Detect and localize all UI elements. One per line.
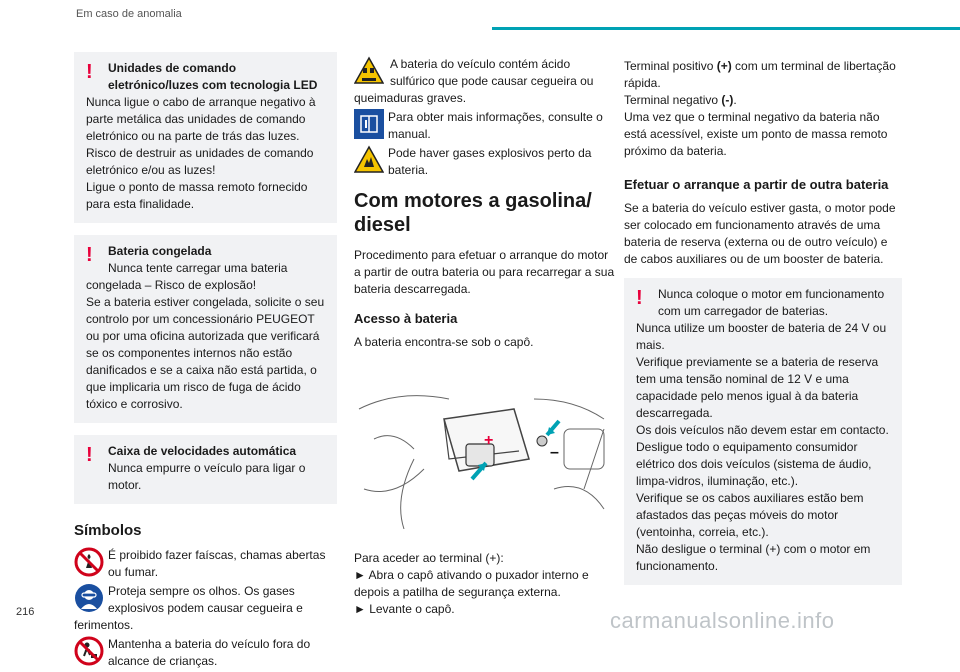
step-item: ► Abra o capô ativando o puxador interno e depois a patilha de segurança externa. xyxy=(354,568,589,599)
warning-exclamation-icon: ! xyxy=(86,244,93,266)
terminal-negative-text xyxy=(624,92,902,109)
jump-start-text: Se a bateria do veículo estiver gasta, o motor pode ser colocado em funcionamento através de uma bateria de reserva (externa ou de outro veículo) e de cabos auxiliares ou de um booster de bateria. xyxy=(624,201,896,266)
terminal-positive-prefix: Terminal positivo xyxy=(624,59,717,73)
warning-title: Unidades de comando eletrónico/luzes com tecnologia LED xyxy=(108,61,318,92)
warning-paragraph: Desligue todo o equipamento consumidor elétrico dos dois veículos (sistema de áudio, limpa-vidros, iluminação, etc.). xyxy=(636,440,872,488)
warning-paragraph: Risco de destruir as unidades de comando eletrónico e/ou as luzes! xyxy=(86,146,314,177)
battery-location-illustration xyxy=(354,369,616,529)
battery-access-text: A bateria encontra-se sob o capô. xyxy=(354,335,534,349)
positive-terminal-label: + xyxy=(484,432,494,449)
warning-paragraph: Nunca utilize um booster de bateria de 24 V ou mais. xyxy=(636,321,887,352)
symbol-item xyxy=(354,145,617,179)
warning-paragraph: Os dois veículos não devem estar em contacto. xyxy=(636,423,889,437)
warning-paragraph: Verifique se os cabos auxiliares estão bem afastados das peças móveis do motor (ventoinha, correia, etc.). xyxy=(636,491,864,539)
warning-first-line: Nunca tente carregar uma bateria xyxy=(108,261,288,275)
symbol-text: Proteja sempre os olhos. Os gases explosivos podem causar cegueira e ferimentos. xyxy=(74,584,303,632)
corrosive-acid-icon xyxy=(354,56,384,86)
terminal-positive-text xyxy=(624,58,902,92)
warning-body xyxy=(636,320,892,575)
terminal-negative-prefix: Terminal negativo xyxy=(624,93,722,107)
warning-title: Caixa de velocidades automática xyxy=(108,444,297,458)
warning-body xyxy=(86,277,327,413)
symbol-item xyxy=(354,56,617,107)
symbol-item xyxy=(354,109,617,143)
warning-body xyxy=(86,94,327,213)
battery-access-heading: Acesso à bateria xyxy=(354,311,458,326)
negative-terminal-label: – xyxy=(550,444,559,461)
symbol-item xyxy=(74,583,337,634)
symbol-item xyxy=(74,547,337,581)
jump-start-heading: Efetuar o arranque a partir de outra bateria xyxy=(624,177,889,192)
explosive-gas-icon xyxy=(354,145,384,175)
warning-first-line: Nunca empurre o veículo para ligar o motor. xyxy=(108,461,306,492)
warning-title: Bateria congelada xyxy=(108,244,212,258)
terminal-positive-symbol: (+) xyxy=(716,59,732,73)
symbol-text: A bateria do veículo contém ácido sulfúrico que pode causar cegueira ou queimaduras graves. xyxy=(354,57,594,105)
symbol-item xyxy=(74,636,337,670)
column-middle xyxy=(354,56,617,618)
warning-paragraph: Ligue o ponto de massa remoto fornecido para esta finalidade. xyxy=(86,180,308,211)
warning-exclamation-icon: ! xyxy=(636,287,643,309)
watermark: carmanualsonline.info xyxy=(610,608,835,633)
steps-intro: Para aceder ao terminal (+): xyxy=(354,551,504,565)
intro-paragraph: Procedimento para efetuar o arranque do motor a partir de outra bateria ou para recarregar a sua bateria descarregada. xyxy=(354,248,615,296)
terminal-negative-symbol: (-) xyxy=(721,93,734,107)
terminal-negative-suffix: . xyxy=(733,93,737,107)
column-right xyxy=(624,58,902,597)
column-left xyxy=(74,52,337,672)
eye-protection-icon xyxy=(74,583,104,613)
section-heading: Com motores a gasolina/ diesel xyxy=(354,190,592,236)
page-number: 216 xyxy=(16,606,35,618)
terminal-positive-suffix: com um terminal de libertação rápida. xyxy=(624,59,896,90)
terminal-note: Uma vez que o terminal negativo da bateria não está acessível, existe um ponto de massa remoto próximo da bateria. xyxy=(624,110,888,158)
warning-paragraph: Se a bateria estiver congelada, solicite o seu controlo por um concessionário PEUGEOT ou por uma oficina autorizada que verificará se os componentes internos não estão danificados e se a caixa não está partida, o que implicaria um risco de fuga de ácido tóxico e corrosivo. xyxy=(86,295,325,411)
symbol-text: Para obter mais informações, consulte o manual. xyxy=(388,110,603,141)
keep-away-children-icon xyxy=(74,636,104,666)
symbol-text: É proibido fazer faíscas, chamas abertas ou fumar. xyxy=(108,548,326,579)
symbol-text: Pode haver gases explosivos perto da bateria. xyxy=(388,146,592,177)
warning-box-frozen-battery xyxy=(74,235,337,423)
warning-box-automatic-gearbox xyxy=(74,435,337,504)
section-title: Em caso de anomalia xyxy=(76,8,182,20)
symbols-heading: Símbolos xyxy=(74,522,142,539)
manual-icon xyxy=(354,109,384,139)
step-item: ► Levante o capô. xyxy=(354,602,455,616)
warning-paragraph: Nunca ligue o cabo de arranque negativo à parte metálica das unidades de comando eletrónico ou na parte de trás das luzes. xyxy=(86,95,316,143)
no-sparks-icon xyxy=(74,547,104,577)
warning-paragraph: Verifique previamente se a bateria de reserva tem uma tensão nominal de 12 V e uma capacidade pelo menos igual à da bateria descarregada. xyxy=(636,355,879,420)
warning-box-led xyxy=(74,52,337,223)
warning-first-line: Nunca coloque o motor em funcionamento com um carregador de baterias. xyxy=(658,287,885,318)
warning-paragraph: Não desligue o terminal (+) com o motor em funcionamento. xyxy=(636,542,871,573)
header-accent-bar xyxy=(492,27,960,30)
warning-exclamation-icon: ! xyxy=(86,444,93,466)
symbol-text: Mantenha a bateria do veículo fora do alcance de crianças. xyxy=(108,637,311,668)
warning-paragraph: congelada – Risco de explosão! xyxy=(86,278,257,292)
warning-exclamation-icon: ! xyxy=(86,61,93,83)
warning-box-jump-start xyxy=(624,278,902,585)
